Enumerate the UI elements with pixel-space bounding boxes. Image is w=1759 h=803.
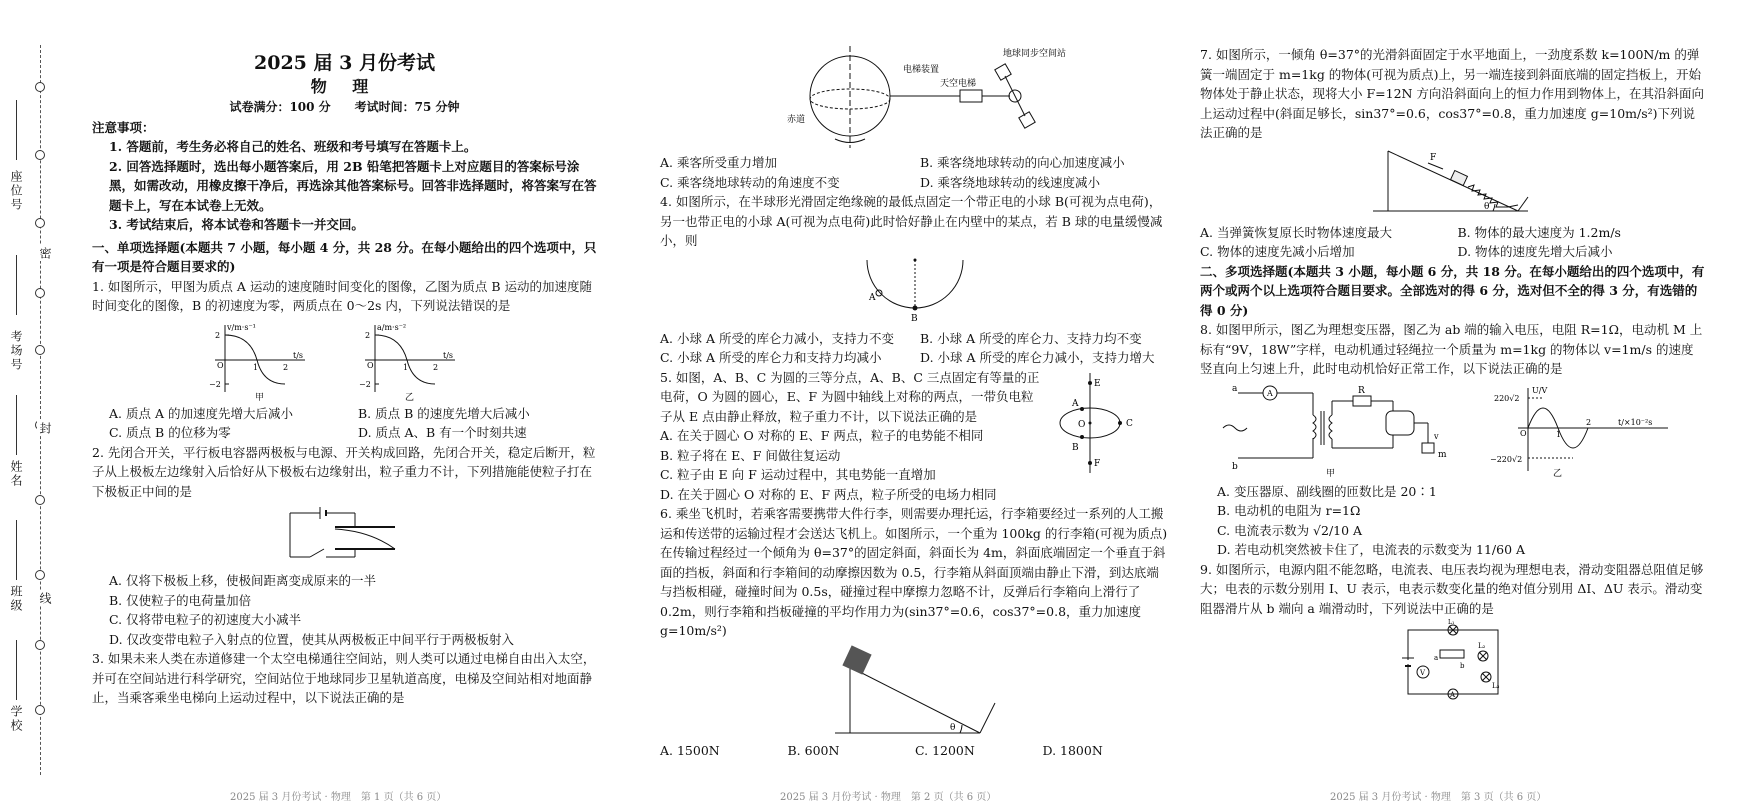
terminal-a-label: a	[1231, 383, 1237, 394]
q7-option-a[interactable]: A. 当弹簧恢复原长时物体速度最大	[1200, 224, 1392, 240]
graph-jia-tick: 2	[282, 362, 288, 372]
q1-option-b[interactable]: B. 质点 B 的速度先增大后减小	[358, 405, 530, 421]
lamp-l3-label: L₃	[1491, 682, 1499, 690]
q5-option-d[interactable]: D. 在关于圆心 O 对称的 E、F 两点，粒子所受的电场力相同	[660, 486, 997, 502]
school-line	[16, 640, 17, 700]
rheostat-b-label: b	[1459, 662, 1464, 670]
page-column-3	[1200, 45, 1705, 706]
question-2: 2. 先闭合开关，平行板电容器两极板与电源、开关构成回路，先闭合开关，稳定后断开，粒子从上极板左边缘射入后恰好从下极板右边缘射出，粒子重力不计，下列措施能使粒子打在下极板正中间的是	[92, 444, 596, 499]
q3-options	[660, 153, 1170, 192]
caption-yi: 乙	[1552, 468, 1562, 479]
q6-option-a[interactable]: A. 1500N	[660, 742, 720, 758]
three-charges-diagram	[1040, 368, 1150, 478]
graph-yi	[365, 322, 455, 392]
q6-option-b[interactable]: B. 600N	[787, 742, 840, 758]
point-c-label: C	[1126, 418, 1133, 429]
point-a-label: A	[1072, 398, 1079, 409]
name-line	[16, 395, 17, 455]
q5-option-c[interactable]: C. 粒子由 E 向 F 运动过程中，其电势能一直增加	[660, 467, 936, 482]
graph-jia-ylabel: v/m·s⁻¹	[226, 322, 256, 332]
point-e-label: E	[1094, 378, 1101, 389]
t-tick-1: 1	[1555, 429, 1561, 439]
graph-yi-tick: 1	[402, 362, 408, 372]
transformer-circuit	[1223, 383, 1428, 458]
device-label: 电梯装置	[903, 65, 940, 75]
graph-yi-origin: O	[366, 360, 374, 370]
graph-yi-xlabel: t/s	[442, 350, 453, 360]
q6-option-c[interactable]: C. 1200N	[915, 742, 975, 758]
capacitor-circuit-diagram	[280, 505, 410, 567]
q3-option-a[interactable]: A. 乘客所受重力增加	[660, 155, 777, 170]
question-9: 9. 如图所示，电源内阻不能忽略，电流表、电压表均视为理想电表，滑动变阻器总阻值足够大；电表的示数分别用 I、U 表示，电表示数变化量的绝对值分别用 ΔI、ΔU 表示。滑动变阻器滑片从 b 端向 a 端滑动时，下列说法中正确的是	[1200, 561, 1704, 616]
t-tick-2: 2	[1585, 417, 1591, 427]
binding-hole	[35, 570, 45, 580]
section-1-heading: 一、单项选择题(本题共 7 小题，每小题 4 分，共 28 分。在每小题给出的四个选项中，只有一项是符合题目要求的)	[92, 239, 597, 274]
t-axis-label: t/×10⁻²s	[1617, 417, 1652, 427]
q8-option-d[interactable]: D. 若电动机突然被卡住了，电流表的示数变为 11/60 A	[1217, 542, 1526, 557]
u-axis-label: U/V	[1531, 385, 1547, 395]
q1-option-c[interactable]: C. 质点 B 的位移为零	[109, 425, 231, 440]
page-footer: 2025 届 3 月份考试 · 物理 第 1 页（共 6 页）	[230, 792, 447, 803]
ball-a-label: A	[869, 292, 876, 303]
name-label: 姓名	[9, 460, 23, 488]
elevator-label: 天空电梯	[940, 79, 977, 89]
binding-hole	[35, 218, 45, 228]
graph-jia-tick: 2	[214, 330, 220, 340]
graph-jia-xlabel: t/s	[292, 350, 303, 360]
rheostat-circuit-diagram	[1398, 619, 1508, 702]
angle-theta-label: θ	[1483, 201, 1489, 212]
page-footer: 2025 届 3 月份考试 · 物理 第 2 页（共 6 页）	[780, 792, 997, 803]
seal-xian: 线	[38, 592, 52, 604]
notice-item: 2. 回答选择题时，选出每小题答案后，用 2B 铅笔把答题卡上对应题目的答案标号涂黑，如需改动，用橡皮擦干净后，再选涂其他答案标号。回答非选择题时，将答案写在答题卡上，写在本试卷上无效。	[109, 158, 597, 213]
ball-b-label: B	[911, 313, 918, 324]
resistor-r-label: R	[1357, 385, 1365, 396]
question-6: 6. 乘坐飞机时，若乘客需要携带大件行李，则需要办理托运，行李箱要经过一系列的人工搬运和传送带的运输过程才会送达飞机上。如图所示，一个重为 100kg 的行李箱(可视为质点)在传输过程经过一个倾角为 θ=37°的固定斜面，斜面长为 4m，斜面底端固定一个垂直于斜面的挡板，斜面和行李箱间的动摩擦因数为 0.5，行李箱从斜面顶端由静止下滑，到达底端与挡板相碰，碰撞时间为 0.5s，碰撞过程中摩擦力忽略不计，反弹后行李箱向上滑行了 0.2m，则行李箱和挡板碰撞的平均作用力为(sin37°=0.6，cos37°=0.8，重力加速度 g=10m/s²)	[660, 506, 1168, 638]
seat-number-label: 座位号	[9, 170, 23, 212]
q8-option-b[interactable]: B. 电动机的电阻为 r=1Ω	[1217, 503, 1361, 518]
velocity-v-label: v	[1433, 431, 1439, 441]
q4-option-b[interactable]: B. 小球 A 所受的库仑力、支持力均不变	[920, 330, 1142, 346]
q1-graphs	[195, 320, 495, 403]
notice-item: 3. 考试结束后，将本试卷和答题卡一并交回。	[109, 217, 364, 232]
question-8: 8. 如图甲所示，图乙为理想变压器，图乙为 ab 端的输入电压，电阻 R=1Ω，电动机 M 上标有“9V，18W”字样，电动机通过轻绳拉一个质量为 m=1kg 的物体以 v=1m/s 的速度竖直向上匀速上升，此时电动机恰好正常工作，以下说法正确的是	[1200, 322, 1703, 376]
q2-option-a[interactable]: A. 仅将下极板上移，使极间距离变成原来的一半	[109, 573, 376, 588]
q8-option-a[interactable]: A. 变压器原、副线圈的匝数比是 20∶1	[1217, 483, 1437, 499]
equator-label: 赤道	[787, 115, 806, 125]
q6-option-d[interactable]: D. 1800N	[1042, 742, 1103, 758]
lamp-l2-label: L₂	[1477, 642, 1485, 650]
q7-option-d[interactable]: D. 物体的速度先增大后减小	[1457, 244, 1613, 259]
exam-meta: 试卷满分：100 分 考试时间：75 分钟	[229, 100, 460, 114]
notice-heading: 注意事项：	[92, 119, 155, 135]
graph-jia	[215, 322, 305, 392]
graph-yi-tick: 2	[364, 330, 370, 340]
q4-option-c[interactable]: C. 小球 A 所受的库仑力和支持力均减小	[660, 350, 882, 365]
bowl-diagram	[855, 255, 975, 325]
graph-jia-origin: O	[216, 360, 224, 370]
force-f-label: F	[1429, 152, 1436, 163]
binding-hole	[35, 150, 45, 160]
graph-jia-caption: 甲	[254, 392, 264, 403]
question-7: 7. 如图所示，一倾角 θ=37°的光滑斜面固定于水平地面上，一劲度系数 k=100N/m 的弹簧一端固定于 m=1kg 的物体(可视为质点)上，另一端连接到斜面底端的固定挡板上，开始物体处于静止状态，现将大小 F=12N 方向沿斜面向上的恒力作用到物体上，在其沿斜面向上运动过程中(斜面足够长，sin37°=0.6，cos37°=0.8，重力加速度 g=10m/s²)下列说法正确的是	[1200, 47, 1704, 140]
binding-hole	[35, 495, 45, 505]
lamp-l1-label: L₁	[1447, 619, 1454, 626]
binding-hole	[35, 82, 45, 92]
exam-room-line	[16, 255, 17, 315]
spring-incline-diagram	[1368, 147, 1538, 219]
graph-yi-tick: 2	[432, 362, 438, 372]
seal-mi: 密	[38, 247, 52, 259]
q5-block	[660, 368, 1170, 505]
q2-option-c[interactable]: C. 仅将带电粒子的初速度大小减半	[109, 612, 302, 627]
graph-jia-tick: −2	[208, 379, 221, 389]
q6-options	[660, 741, 1170, 761]
class-label: 班级	[9, 585, 23, 613]
graph-jia-tick: 1	[252, 362, 258, 372]
u-max-label: 220√2	[1493, 393, 1519, 403]
incline-luggage-diagram	[830, 645, 1000, 737]
page-column-1	[92, 40, 597, 708]
question-5: 5. 如图，A、B、C 为圆的三等分点，A、B、C 三点固定有等量的正电荷，O 为圆的圆心，E、F 为圆中轴线上对称的两点，一带负电粒子从 E 点由静止释放，粒子重力不计，以下说法正确的是	[660, 369, 1040, 424]
binding-hole	[35, 288, 45, 298]
graph-yi-tick: −2	[358, 379, 371, 389]
q2-option-d[interactable]: D. 仅改变带电粒子入射点的位置，使其从两极板正中间平行于两极板射入	[109, 631, 515, 647]
exam-subject: 物 理	[310, 77, 379, 96]
school-label: 学校	[9, 705, 23, 733]
q8-option-c[interactable]: C. 电流表示数为 √2/10 A	[1217, 522, 1363, 538]
section-2-heading: 二、多项选择题(本题共 3 小题，每小题 6 分，共 18 分。在每小题给出的四个选项中，有两个或两个以上选项符合题目要求。全部选对的得 6 分，选对但不全的得 3 分，有选错的得 0 分)	[1200, 263, 1705, 318]
angle-theta-label: θ	[950, 722, 956, 733]
binding-hole	[35, 705, 45, 715]
q4-options	[660, 329, 1170, 368]
q1-option-a[interactable]: A. 质点 A 的加速度先增大后减小	[109, 405, 293, 421]
seat-number-line	[16, 100, 17, 160]
page-footer: 2025 届 3 月份考试 · 物理 第 3 页（共 6 页）	[1330, 792, 1547, 803]
q3-option-b[interactable]: B. 乘客绕地球转动的向心加速度减小	[920, 155, 1125, 170]
q1-options	[92, 404, 597, 443]
seal-feng: 封	[38, 422, 52, 434]
voltmeter-label: V	[1419, 669, 1425, 677]
q4-option-d[interactable]: D. 小球 A 所受的库仑力减小，支持力增大	[920, 350, 1155, 365]
q5-option-a[interactable]: A. 在关于圆心 O 对称的 E、F 两点，粒子的电势能不相同	[660, 428, 984, 443]
transformer-diagram	[1218, 383, 1688, 478]
caption-jia: 甲	[1325, 468, 1335, 479]
q7-options	[1200, 223, 1705, 262]
q2-option-b[interactable]: B. 仅使粒子的电荷量加倍	[109, 592, 252, 608]
q7-option-b[interactable]: B. 物体的最大速度为 1.2m/s	[1457, 224, 1621, 240]
q3-option-d[interactable]: D. 乘客绕地球转动的线速度减小	[920, 174, 1101, 190]
page-column-2	[660, 40, 1170, 760]
space-elevator-diagram	[775, 44, 1067, 149]
q3-option-c[interactable]: C. 乘客绕地球转动的角速度不变	[660, 174, 840, 190]
ammeter-label: A	[1449, 691, 1455, 699]
mass-m-label: m	[1437, 449, 1447, 460]
graph-yi-caption: 乙	[404, 392, 414, 403]
point-f-label: F	[1094, 458, 1101, 469]
q1-option-d[interactable]: D. 质点 A、B 有一个时刻共速	[358, 425, 527, 440]
sine-graph	[1518, 385, 1668, 471]
q7-option-c[interactable]: C. 物体的速度先减小后增加	[1200, 244, 1355, 259]
class-line	[16, 520, 17, 580]
point-o-label: O	[1078, 419, 1086, 430]
graph-origin: O	[1519, 428, 1527, 438]
binding-hole	[35, 640, 45, 650]
exam-title: 2025 届 3 月份考试	[254, 52, 435, 74]
q5-option-b[interactable]: B. 粒子将在 E、F 间做往复运动	[660, 447, 841, 463]
u-min-label: −220√2	[1489, 454, 1522, 464]
point-b-label: B	[1072, 442, 1079, 453]
q4-option-a[interactable]: A. 小球 A 所受的库仑力减小，支持力不变	[660, 330, 894, 346]
question-3: 3. 如果未来人类在赤道修建一个太空电梯通往空间站，则人类可以通过电梯自由出入太空，并可在空间站进行科学研究，空间站位于地球同步卫星轨道高度，电梯及空间站相对地面静止，当乘客乘坐电梯向上运动过程中，以下说法正确的是	[92, 651, 596, 705]
notice-item: 1. 答题前，考生务必将自己的姓名、班级和考号填写在答题卡上。	[109, 139, 477, 154]
graph-yi-ylabel: a/m·s⁻²	[376, 322, 406, 332]
binding-margin	[0, 0, 60, 800]
question-4: 4. 如图所示，在半球形光滑固定绝缘碗的最低点固定一个带正电的小球 B(可视为点电荷)，另一也带正电的小球 A(可视为点电荷)此时恰好静止在内壁中的某点，若 B 球的电量缓慢减小，则	[660, 194, 1163, 248]
question-1: 1. 如图所示，甲图为质点 A 运动的速度随时间变化的图像，乙图为质点 B 运动的加速度随时间变化的图像，B 的初速度为零，两质点在 0～2s 内，下列说法错误的是	[92, 278, 593, 313]
terminal-b-label: b	[1231, 461, 1238, 472]
binding-hole	[35, 345, 45, 355]
ammeter-label: A	[1266, 388, 1273, 398]
rheostat-a-label: a	[1433, 654, 1438, 662]
station-label: 地球同步空间站	[1003, 49, 1067, 59]
exam-room-label: 考场号	[9, 330, 23, 372]
